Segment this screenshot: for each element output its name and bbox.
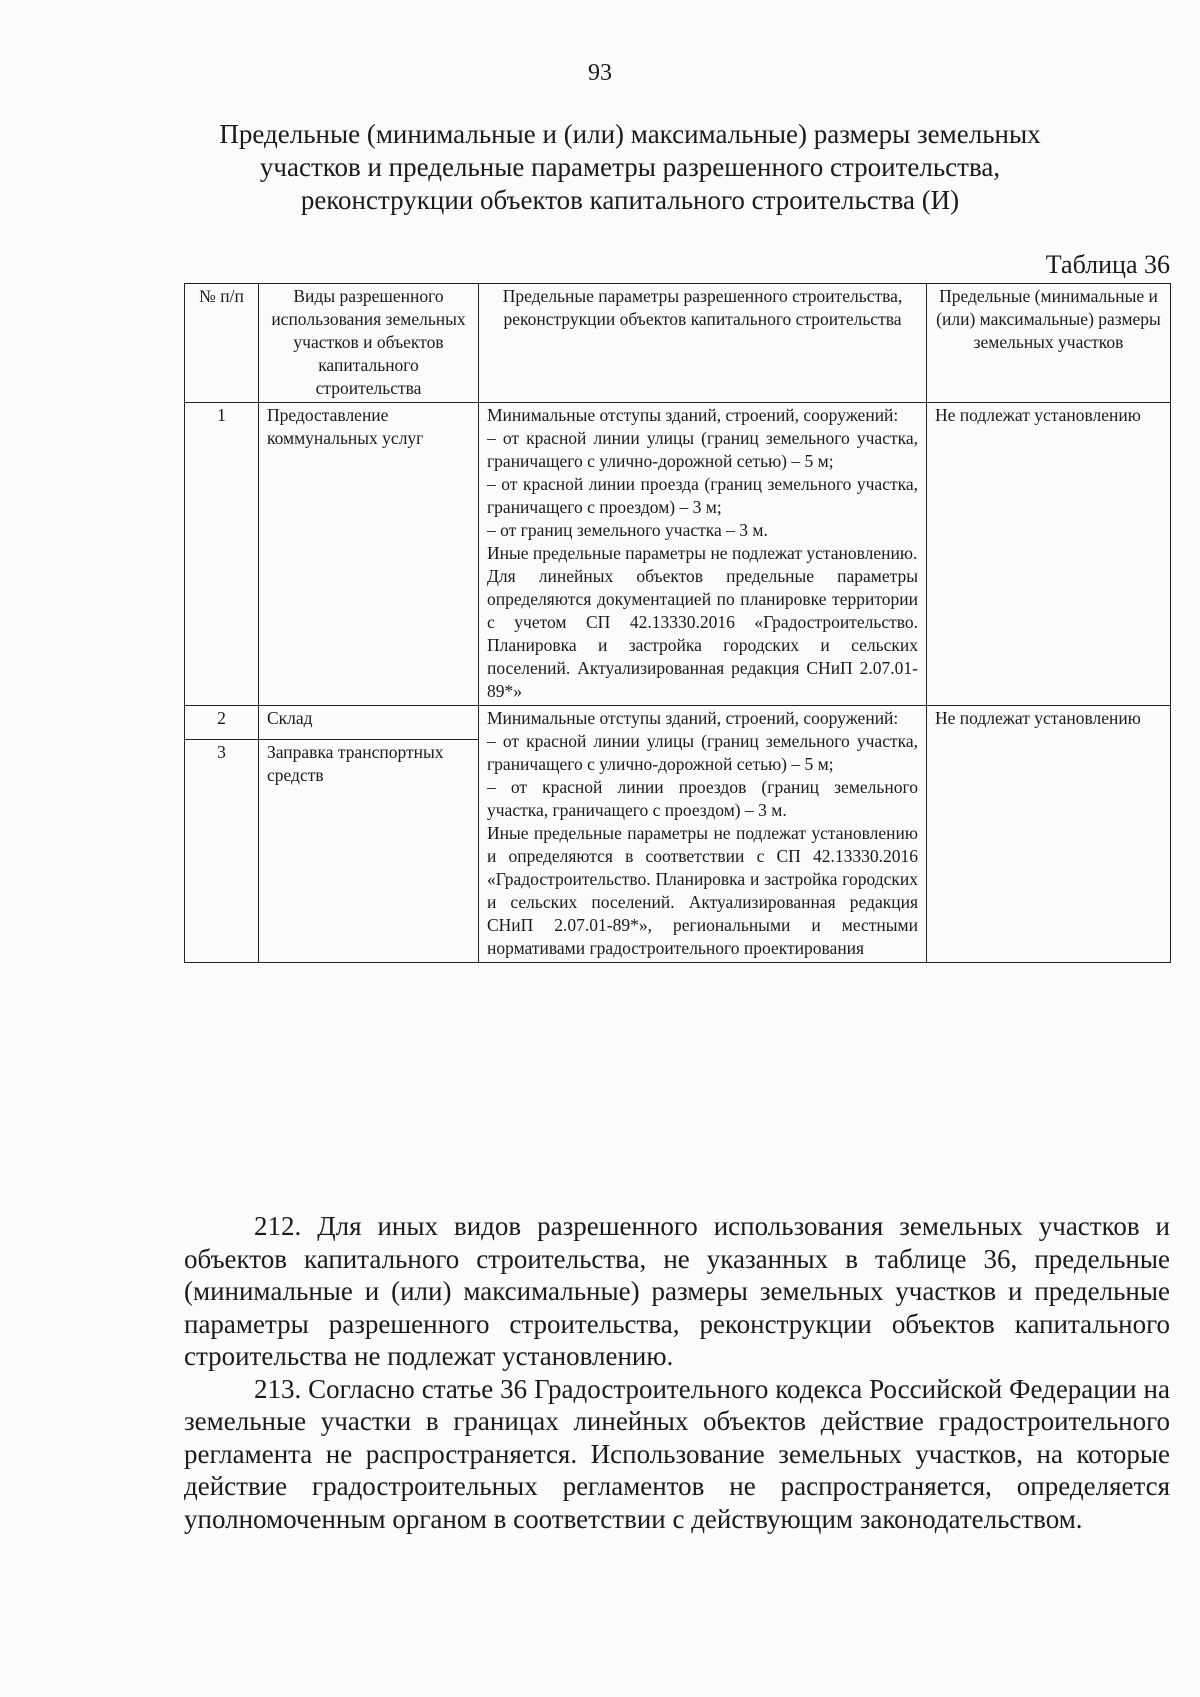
use-type-cell: Заправка транспортных средств — [259, 740, 479, 963]
param-line: Минимальные отступы зданий, строений, сооружений: — [487, 708, 899, 728]
param-line: – от красной линии улицы (границ земельного участка, граничащего с улично-дорожной сетью) – 5 м; — [487, 731, 918, 774]
table-row — [185, 403, 1171, 706]
row-number: 3 — [185, 740, 259, 963]
row-number: 1 — [185, 403, 259, 706]
title-line: участков и предельные параметры разрешенного строительства, — [259, 152, 1001, 182]
paragraph: 213. Согласно статье 36 Градостроительного кодекса Российской Федерации на земельные участки в границах линейных объектов действие градостроительного регламента не распространяется. Использование земельных участков, на которые действие градостроительных регламентов не распространяется, определяется уполномоченным органом в соответствии с действующим законодательством. — [184, 1373, 1170, 1534]
use-type-cell: Предоставление коммунальных услуг — [259, 403, 479, 706]
header-number: № п/п — [185, 284, 259, 403]
table-header-row — [185, 284, 1171, 403]
body-text — [184, 1210, 1170, 1535]
row-number: 2 — [185, 706, 259, 740]
header-use-type: Виды разрешенного использования земельных участков и объектов капитального строительства — [259, 284, 479, 403]
build-params-cell — [479, 403, 927, 706]
param-line: Иные предельные параметры не подлежат установлению и определяются в соответствии с СП 42.13330.2016 «Градостроительство. Планировка и застройка городских и сельских поселений. Актуализированная редакция СНиП 2.07.01-89*», региональными и местными нормативами градостроительного проектирования — [487, 823, 918, 958]
plot-sizes-cell: Не подлежат установлению — [927, 706, 1171, 963]
use-type-cell: Склад — [259, 706, 479, 740]
header-build-params: Предельные параметры разрешенного строительства, реконструкции объектов капитального строительства — [479, 284, 927, 403]
regulation-table — [184, 283, 1171, 963]
paragraph: 212. Для иных видов разрешенного использования земельных участков и объектов капитального строительства, не указанных в таблице 36, предельные (минимальные и (или) максимальные) размеры земельных участков и предельные параметры разрешенного строительства, реконструкции объектов капитального строительства не подлежат установлению. — [184, 1211, 1170, 1371]
header-plot-sizes: Предельные (минимальные и (или) максимальные) размеры земельных участков — [927, 284, 1171, 403]
param-line: Минимальные отступы зданий, строений, сооружений: — [487, 405, 899, 425]
param-line: Иные предельные параметры не подлежат установлению. — [487, 543, 918, 563]
param-line: Для линейных объектов предельные параметры определяются документацией по планировке территории с учетом СП 42.13330.2016 «Градостроительство. Планировка и застройка городских и сельских поселений. Актуализированная редакция СНиП 2.07.01-89*» — [487, 566, 918, 701]
param-line: – от красной линии проезда (границ земельного участка, граничащего с проездом) – 3 м; — [487, 474, 918, 517]
param-line: – от красной линии проездов (границ земельного участка, граничащего с проездом) – 3 м. — [487, 777, 918, 820]
table-caption: Таблица 36 — [1045, 250, 1170, 279]
page-number: 93 — [588, 60, 612, 86]
build-params-cell — [479, 706, 927, 963]
title-line: Предельные (минимальные и (или) максимальные) размеры земельных — [219, 119, 1041, 149]
title-line: реконструкции объектов капитального строительства (И) — [300, 185, 960, 215]
param-line: – от красной линии улицы (границ земельного участка, граничащего с улично-дорожной сетью) – 5 м; — [487, 428, 918, 471]
param-line: – от границ земельного участка – 3 м. — [487, 520, 768, 540]
plot-sizes-cell: Не подлежат установлению — [927, 403, 1171, 706]
table-row — [185, 706, 1171, 740]
document-title — [180, 118, 1080, 217]
